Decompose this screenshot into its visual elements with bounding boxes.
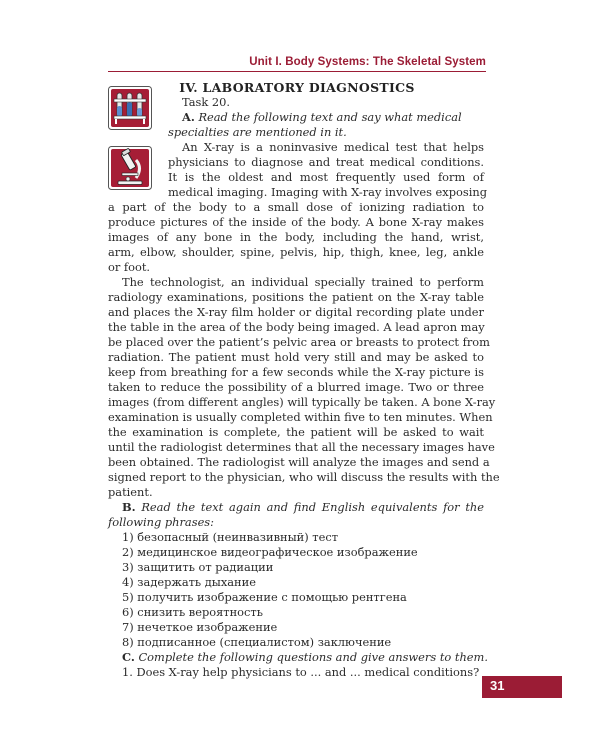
text-line: medical imaging. Imaging with X-ray involves exposing: [168, 185, 487, 199]
section-title: IV. LABORATORY DIAGNOSTICS: [179, 80, 415, 95]
text-line: a part of the body to a small dose of ionizing radiation to: [108, 200, 484, 214]
microscope-icon: [108, 146, 152, 190]
list-item: 7) нечеткое изображение: [122, 620, 278, 634]
text-line: arm, elbow, shoulder, spine, pelvis, hip, thigh, knee, leg, ankle: [108, 245, 484, 259]
list-item: 5) получить изображение с помощью рентгена: [122, 590, 407, 604]
text-line: patient.: [108, 485, 153, 499]
part-b-instruction-line2: following phrases:: [108, 515, 214, 529]
text-line: the examination is complete, the patient will be asked to wait: [108, 425, 484, 439]
text-line: The technologist, an individual specially trained to perform: [122, 275, 484, 289]
text-line: or foot.: [108, 260, 151, 274]
text-line: radiation. The patient must hold very still and may be asked to: [108, 350, 484, 364]
part-a-instruction-line2: specialties are mentioned in it.: [168, 125, 347, 139]
list-item: 8) подписанное (специалистом) заключение: [122, 635, 392, 649]
text-line: physicians to diagnose and treat medical conditions.: [168, 155, 484, 169]
text-line: An X-ray is a noninvasive medical test that helps: [182, 140, 484, 154]
header-rule: [108, 71, 486, 72]
list-item: 6) снизить вероятность: [122, 605, 263, 619]
text-line: radiology examinations, positions the patient on the X-ray table: [108, 290, 484, 304]
text-line: images of any bone in the body, including the hand, wrist,: [108, 230, 484, 244]
text-line: and places the X-ray film holder or digital recording plate under: [108, 305, 484, 319]
part-c-instruction: [122, 650, 488, 665]
list-item: 1) безопасный (неинвазивный) тест: [122, 530, 339, 544]
text-line: examination is usually completed within five to ten minutes. When: [108, 410, 493, 424]
text-line: been obtained. The radiologist will analyze the images and send a: [108, 455, 490, 469]
text-line: signed report to the physician, who will discuss the results with the: [108, 470, 500, 484]
part-b-instruction-line1: Read the text again and find English equivalents for the: [141, 500, 485, 514]
list-item: 4) задержать дыхание: [122, 575, 256, 589]
part-b-letter: B.: [122, 500, 136, 514]
text-line: be placed over the patient’s pelvic area or breasts to protect from: [108, 335, 490, 349]
text-line: images (from different angles) will typically be taken. A bone X-ray: [108, 395, 496, 409]
text-line: keep from breathing for a few seconds while the X-ray picture is: [108, 365, 484, 379]
text-line: until the radiologist determines that all the necessary images have: [108, 440, 495, 454]
task-label: Task 20.: [182, 95, 230, 109]
text-line: It is the oldest and most frequently used form of: [168, 170, 484, 184]
part-c-instruction-text: Complete the following questions and give answers to them.: [138, 650, 488, 664]
part-a-instruction-line1: Read the following text and say what medical: [198, 110, 462, 124]
part-a-letter: A.: [182, 110, 195, 124]
part-a-instruction: [182, 110, 462, 125]
part-c-letter: C.: [122, 650, 135, 664]
text-line: the table in the area of the body being imaged. A lead apron may: [108, 320, 485, 334]
part-b-instruction: [122, 500, 484, 515]
text-line: produce pictures of the inside of the body. A bone X-ray makes: [108, 215, 484, 229]
text-line: taken to reduce the possibility of a blurred image. Two or three: [108, 380, 484, 394]
list-item: 2) медицинское видеографическое изображение: [122, 545, 418, 559]
question-1: 1. Does X-ray help physicians to ... and ... medical conditions?: [122, 665, 480, 679]
test-tubes-icon: [108, 86, 152, 130]
list-item: 3) защитить от радиации: [122, 560, 274, 574]
page-number: 31: [490, 678, 505, 693]
running-head: Unit I. Body Systems: The Skeletal System: [249, 56, 486, 68]
